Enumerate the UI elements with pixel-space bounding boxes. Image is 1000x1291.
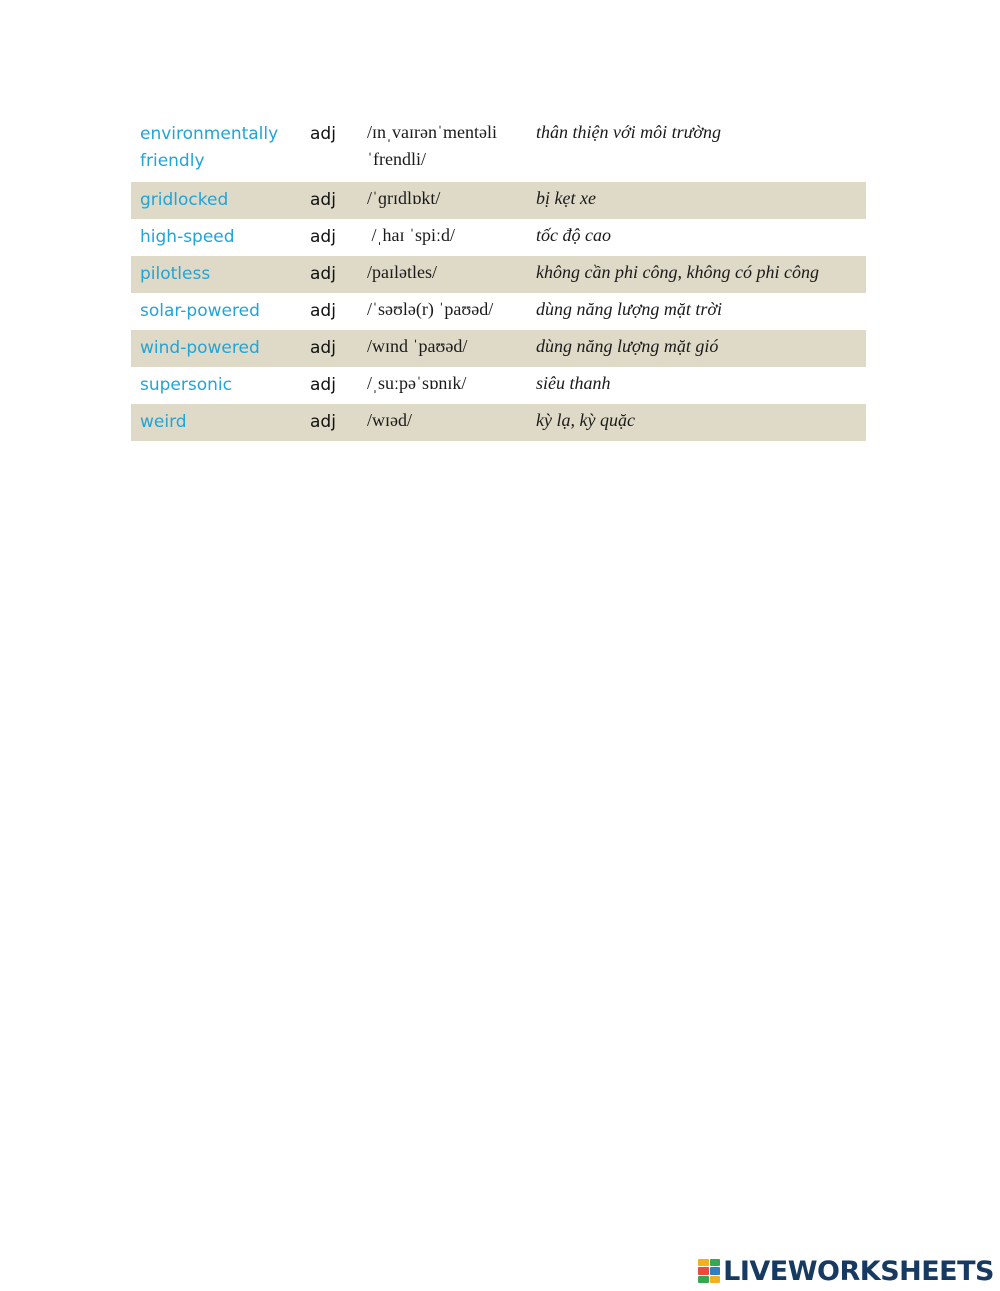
table-row [131, 116, 866, 182]
part-of-speech-cell: adj [310, 124, 336, 144]
pronunciation-cell: /ˌsuːpəˈsɒnɪk/ [367, 373, 467, 393]
meaning-cell: dùng năng lượng mặt gió [536, 336, 719, 356]
meaning-cell: thân thiện với môi trường [536, 122, 722, 142]
word-cell: environmentally friendly [140, 124, 279, 171]
logo-text: LIVEWORKSHEETS [723, 1255, 994, 1287]
liveworksheets-logo[interactable] [698, 1257, 994, 1285]
vocabulary-table [131, 116, 866, 441]
table-row [131, 256, 866, 293]
word-cell: wind-powered [140, 338, 260, 358]
part-of-speech-cell: adj [310, 338, 336, 358]
pronunciation-cell: /ˈsəʊlə(r) ˈpaʊəd/ [367, 299, 494, 319]
table-row [131, 367, 866, 404]
table-row [131, 293, 866, 330]
part-of-speech-cell: adj [310, 190, 336, 210]
table-row [131, 404, 866, 441]
word-cell: solar-powered [140, 301, 260, 321]
table-row [131, 330, 866, 367]
table-row [131, 219, 866, 256]
meaning-cell: tốc độ cao [536, 225, 611, 245]
pronunciation-cell: /wɪnd ˈpaʊəd/ [367, 336, 468, 356]
part-of-speech-cell: adj [310, 301, 336, 321]
meaning-cell: kỳ lạ, kỳ quặc [536, 410, 635, 430]
pronunciation-cell: /ˈɡrɪdlɒkt/ [367, 188, 441, 208]
logo-blocks-icon [698, 1259, 720, 1283]
meaning-cell: bị kẹt xe [536, 188, 596, 208]
meaning-cell: dùng năng lượng mặt trời [536, 299, 723, 319]
meaning-cell: không cần phi công, không có phi công [536, 262, 819, 282]
pronunciation-cell: /wɪəd/ [367, 410, 412, 430]
word-cell: supersonic [140, 375, 232, 395]
pronunciation-cell: /paɪlətles/ [367, 262, 437, 282]
word-cell: pilotless [140, 264, 211, 284]
meaning-cell: siêu thanh [536, 373, 611, 393]
word-cell: gridlocked [140, 190, 229, 210]
pronunciation-cell: /ɪnˌvaɪrənˈmentəli ˈfrendli/ [367, 122, 497, 169]
part-of-speech-cell: adj [310, 264, 336, 284]
word-cell: weird [140, 412, 187, 432]
part-of-speech-cell: adj [310, 227, 336, 247]
table-row [131, 182, 866, 219]
pronunciation-cell: /ˌhaɪ ˈspiːd/ [367, 225, 455, 245]
part-of-speech-cell: adj [310, 412, 336, 432]
part-of-speech-cell: adj [310, 375, 336, 395]
word-cell: high-speed [140, 227, 235, 247]
